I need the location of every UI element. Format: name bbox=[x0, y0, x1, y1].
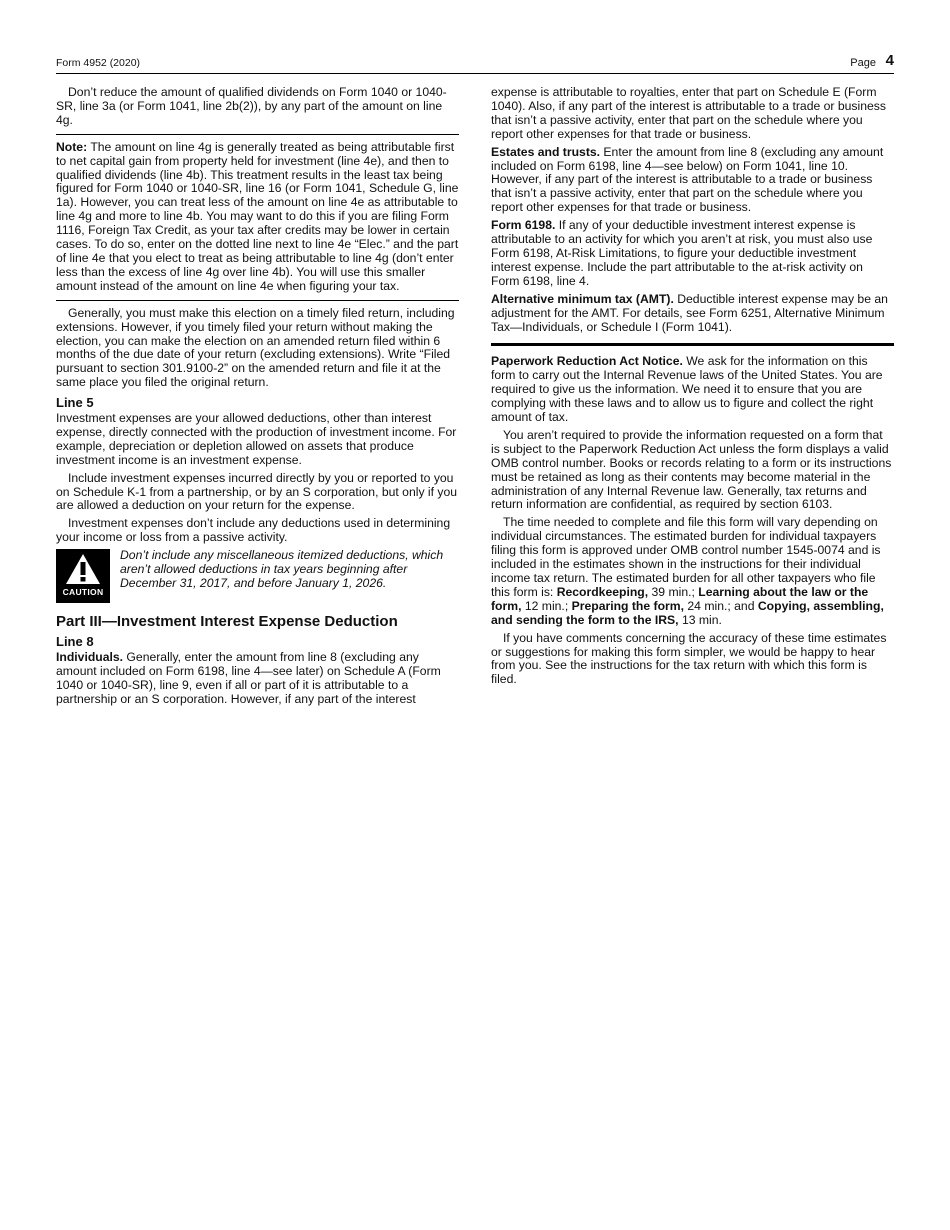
preparing-label: Preparing the form, bbox=[571, 598, 685, 613]
pra-label: Paperwork Reduction Act Notice. bbox=[491, 354, 683, 369]
paragraph-line5-include: Include investment expenses incurred directly by you or reported to you on Schedule K-1 from a partnership, or by an S corporation, but only if you are allowed a deduction on your return for the expense. bbox=[56, 470, 458, 513]
caution-block bbox=[56, 549, 459, 603]
line-5-heading: Line 5 bbox=[56, 395, 94, 411]
preparing-time: 24 min.; and bbox=[684, 598, 758, 613]
paragraph-omb: You aren’t required to provide the information requested on a form that is subject to the Paperwork Reduction Act unless the form displays a valid OMB control number. Books or records relating to a form or its instructions must be retained as long as their contents may become material in the administration of any Internal Revenue law. Generally, tax returns and return information are confidential, as required by section 6103. bbox=[491, 427, 892, 512]
learning-time: 12 min.; bbox=[521, 598, 572, 613]
page-header bbox=[56, 52, 894, 72]
note-label: Note: bbox=[56, 139, 88, 154]
copying-time: 13 min. bbox=[678, 612, 722, 627]
paragraph-continued: expense is attributable to royalties, enter that part on Schedule E (Form 1040). Also, if any part of the interest is attributable to a trade or business that isn’t a passive activity, enter that part on the schedule where you report other expenses for that trade or business. bbox=[491, 85, 886, 141]
note-text: The amount on line 4g is generally treated as being attributable first to net capital gain from property held for investment (line 4e), and then to qualified dividends (line 4b). This treatment results in the least tax being figured for Form 1040 or 1040-SR, line 16 (or Form 1041, Schedule G, line 1a). However, you can treat less of the amount on line 4e as attributable to line 4g and more to line 4b. You may want to do this if you are filing Form 1116, Foreign Tax Credit, as your tax after credits may be lower in certain cases. To do so, enter on the dotted line next to line 4e “Elec.” and the part of line 4e that you elect to treat as being attributable to line 4g (don’t enter less than the excess of line 4g over line 4b). You will use this smaller amount instead of the amount on line 4e when figuring your tax. bbox=[56, 139, 459, 293]
left-column bbox=[56, 86, 459, 711]
learning-label: Learning about the law or the form, bbox=[491, 584, 869, 613]
note-paragraph bbox=[56, 141, 459, 294]
header-rule bbox=[56, 73, 894, 74]
paragraph-estates-trusts bbox=[491, 146, 894, 216]
amt-label: Alternative minimum tax (AMT). bbox=[491, 291, 674, 306]
page-number: 4 bbox=[885, 52, 894, 69]
caution-icon bbox=[56, 549, 110, 603]
paragraph-line5-investment-expenses: Investment expenses are your allowed deductions, other than interest expense, directly connected with the production of investment income. For example, depreciation or depletion allowed on assets that produce investment income is an investment expense. bbox=[56, 411, 457, 467]
recordkeeping-label: Recordkeeping, bbox=[556, 584, 649, 599]
form-6198-label: Form 6198. bbox=[491, 218, 556, 233]
caution-text: Don’t include any miscellaneous itemized deductions, which aren’t allowed deductions in tax years beginning after December 31, 2017, and before January 1, 2026. bbox=[120, 548, 444, 590]
part-3-heading: Part III—Investment Interest Expense Deduction bbox=[56, 613, 398, 631]
individuals-label: Individuals. bbox=[56, 650, 124, 664]
line-8-heading: Line 8 bbox=[56, 634, 94, 650]
paragraph-dont-reduce: Don’t reduce the amount of qualified dividends on Form 1040 or 1040-SR, line 3a (or Form 1041, line 2b(2)), by any part of the amount on line 4g. bbox=[56, 85, 447, 127]
paragraph-amt bbox=[491, 293, 894, 335]
paragraph-election: Generally, you must make this election on a timely filed return, including extensions. However, if you timely filed your return without making the election, you can make the election on an amended return filed within 6 months of the due date of your return (excluding extensions). Write “Filed pursuant to section 301.9100-2” on the amended return and file it at the same place you filed the original return. bbox=[56, 305, 455, 390]
estates-text: Enter the amount from line 8 (excluding any amount included on Form 6198, line 4—see below) on Form 1041, line 10. However, if any part of the interest is attributable to a trade or business that isn’t a passive activity, enter that part on the schedule where you report other expenses for that trade or business. bbox=[491, 144, 884, 215]
time-intro: The time needed to complete and file this form will vary depending on individual circumstances. The estimated burden for individual taxpayers filing this form is approved under OMB control number 1545-0074 and is included in the estimates shown in the instructions for their individual income tax return. The estimated burden for all other taxpayers who file this form is: bbox=[491, 515, 881, 599]
paragraph-line5-exclude: Investment expenses don’t include any deductions used in determining your income or loss from a passive activity. bbox=[56, 516, 451, 545]
pra-text: We ask for the information on this form to carry out the Internal Revenue laws of the United States. You are required to give us the information. We need it to ensure that you are complying with these laws and to allow us to figure and collect the right amount of tax. bbox=[491, 354, 883, 425]
paragraph-comments: If you have comments concerning the accuracy of these time estimates or suggestions for making this form simpler, we would be happy to hear from you. See the instructions for the tax return with which this form is filed. bbox=[491, 630, 887, 687]
amt-text: Deductible interest expense may be an adjustment for the AMT. For details, see Form 6251, Alternative Minimum Tax—Individuals, or Schedule I (Form 1041). bbox=[491, 291, 888, 334]
copying-label: Copying, assembling, and sending the form to the IRS, bbox=[491, 598, 884, 627]
note-bottom-rule bbox=[56, 300, 459, 301]
section-divider bbox=[491, 343, 894, 346]
caution-label: CAUTION bbox=[62, 587, 104, 598]
right-column bbox=[491, 86, 894, 691]
individuals-text: Generally, enter the amount from line 8 (excluding any amount included on Form 6198, line 4—see later) on Schedule A (Form 1040 or 1040-SR), line 9, even if all or part of it is attributable to a partnership or an S corporation. However, if any part of the interest bbox=[56, 650, 441, 706]
warning-triangle-icon bbox=[65, 553, 101, 585]
page-label: Page bbox=[850, 57, 876, 69]
paragraph-form-6198 bbox=[491, 219, 894, 289]
paragraph-time-estimate bbox=[491, 516, 894, 627]
note-top-rule bbox=[56, 134, 459, 135]
paragraph-individuals bbox=[56, 651, 459, 707]
form-6198-text: If any of your deductible investment interest expense is attributable to an activity for which you aren’t at risk, you must also use Form 6198, At-Risk Limitations, to figure your deductible investment interest expense. Include the part attributable to the at-risk activity on Form 6198, line 4. bbox=[491, 218, 873, 288]
estates-label: Estates and trusts. bbox=[491, 144, 601, 159]
recordkeeping-time: 39 min.; bbox=[648, 584, 699, 599]
form-identifier: Form 4952 (2020) bbox=[56, 57, 141, 69]
paragraph-paperwork-reduction bbox=[491, 355, 894, 425]
